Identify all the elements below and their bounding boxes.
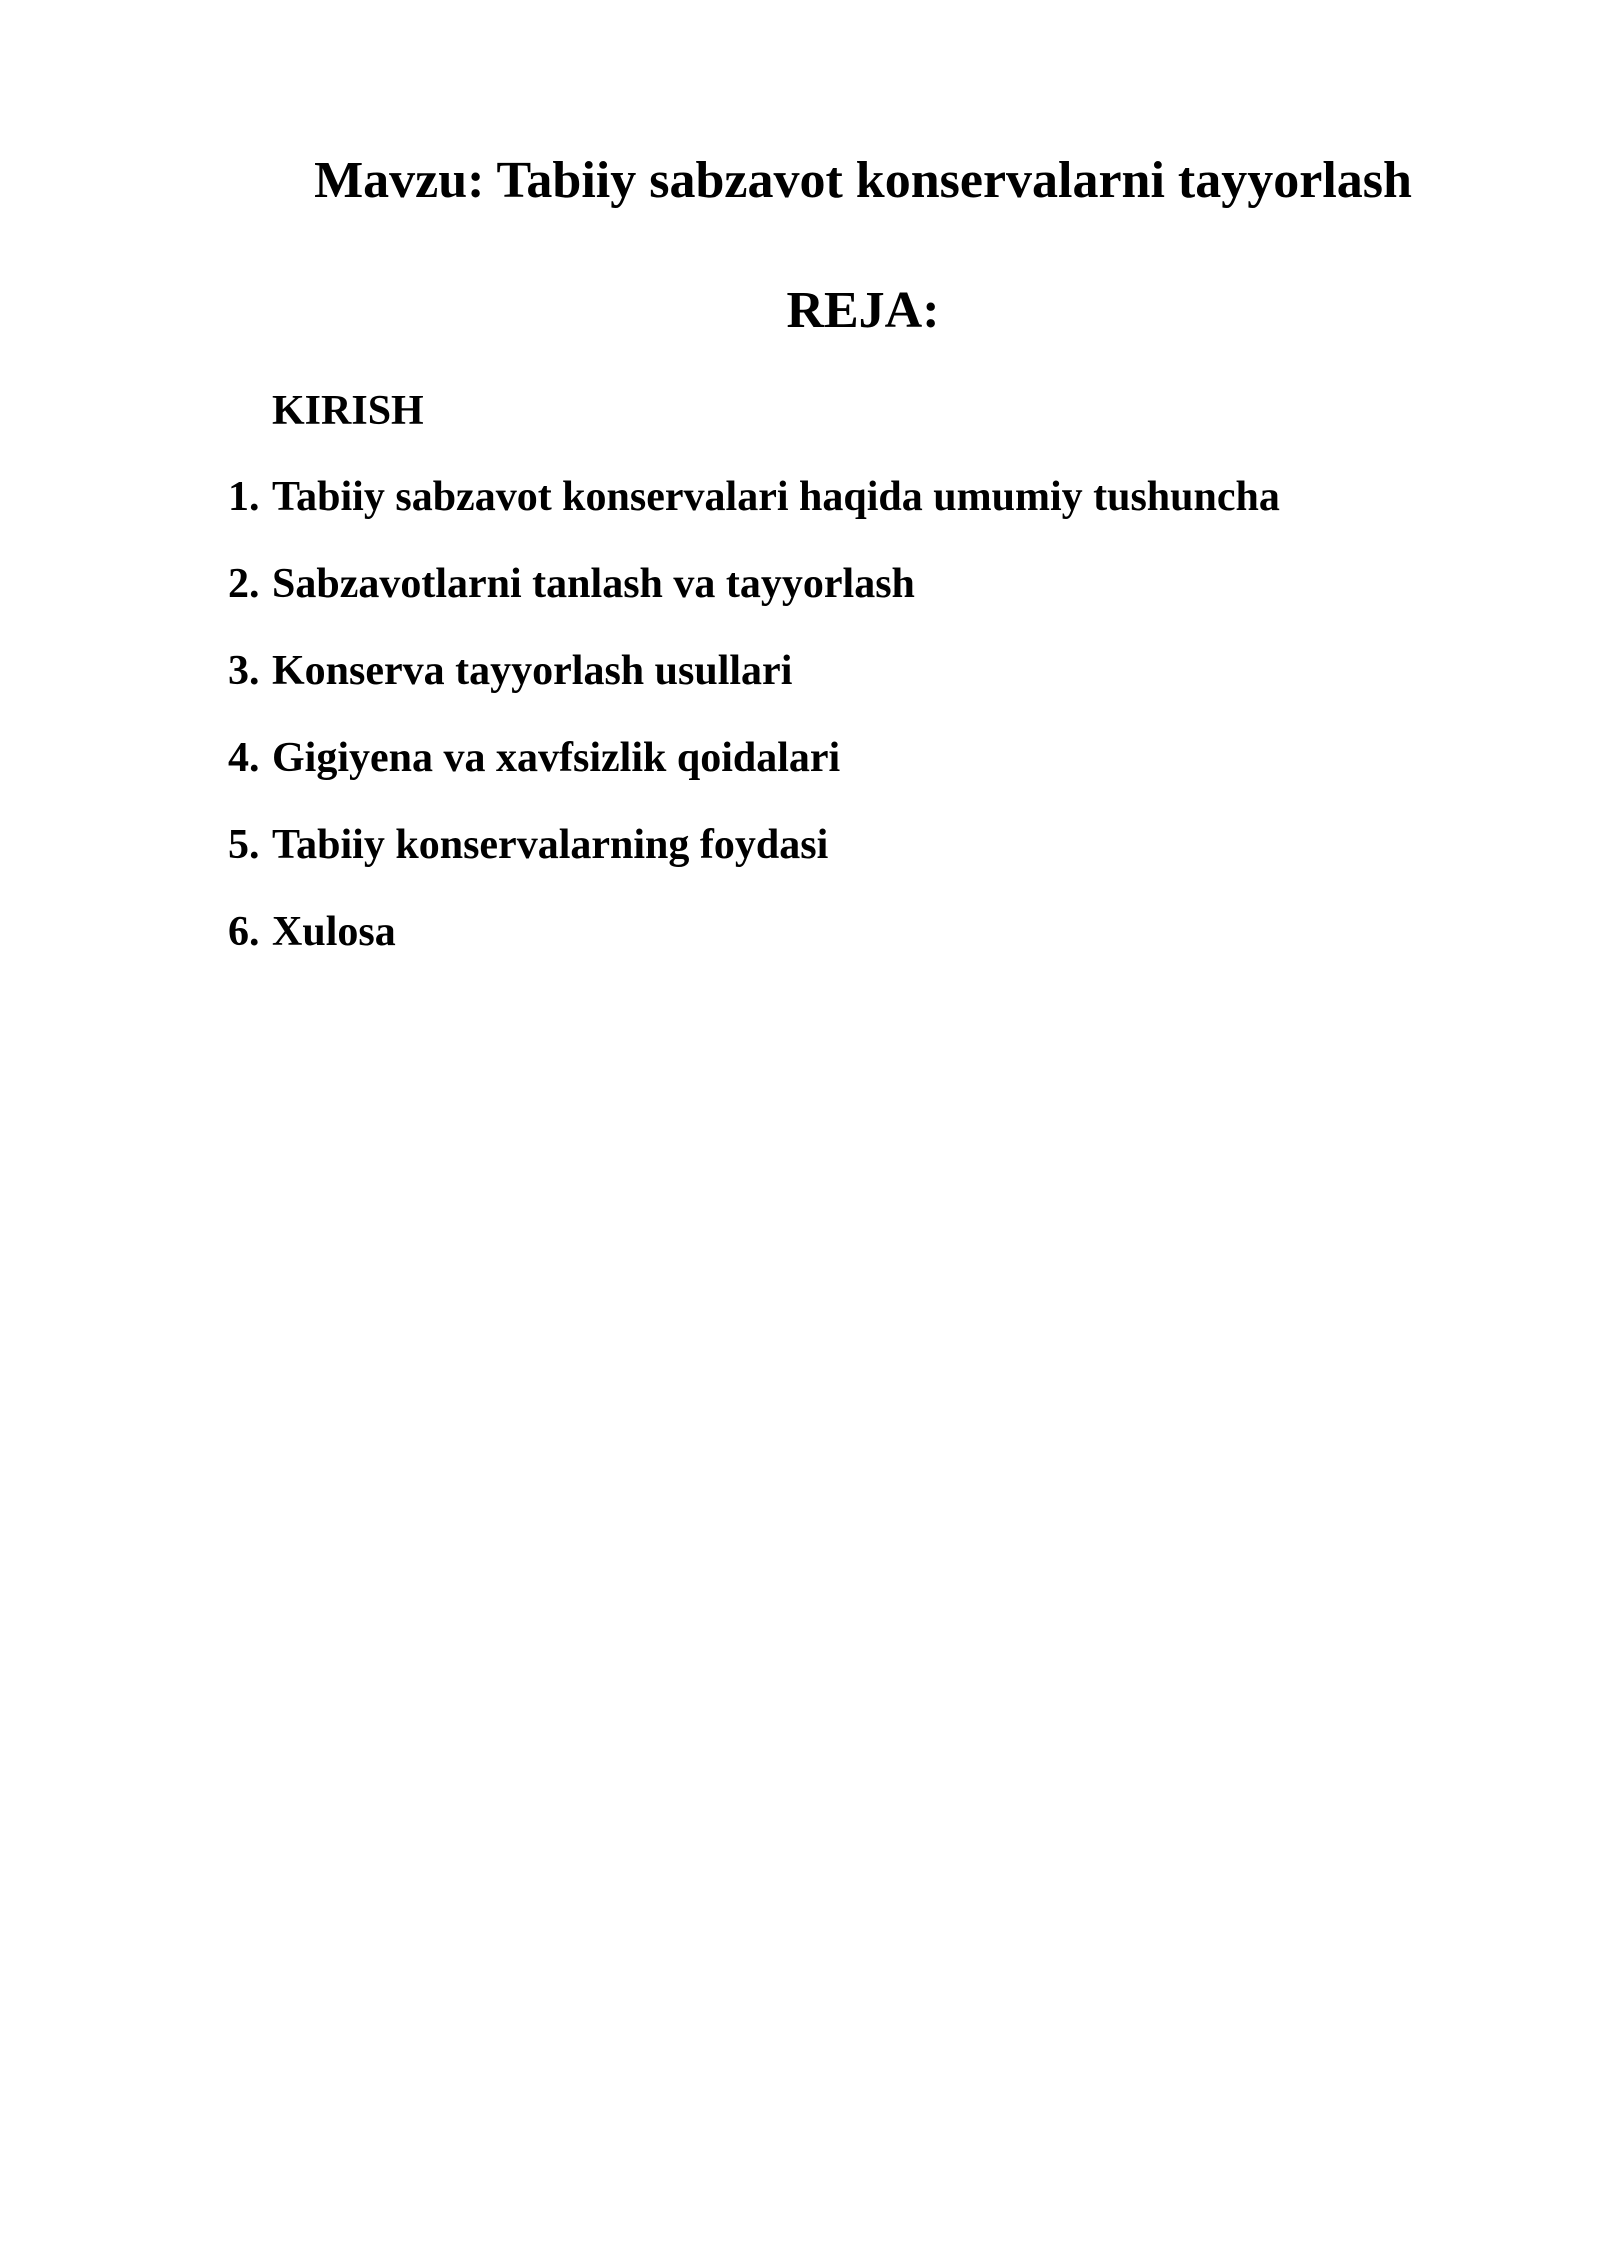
plan-item-number: 6.: [228, 909, 260, 955]
plan-item-number: 4.: [228, 735, 260, 781]
plan-item: [228, 733, 1280, 820]
plan-item-text: Sabzavotlarni tanlash va tayyorlash: [272, 561, 915, 607]
plan-item-text: Konserva tayyorlash usullari: [272, 648, 793, 694]
plan-item-text: Xulosa: [272, 909, 396, 955]
plan-item-number: 2.: [228, 561, 260, 607]
plan-item: [228, 907, 1280, 994]
plan-item-number: 1.: [228, 474, 260, 520]
plan-item-number: 3.: [228, 648, 260, 694]
plan-list: [228, 472, 1280, 994]
intro-heading: KIRISH: [272, 388, 424, 434]
plan-item-text: Tabiiy konservalarning foydasi: [272, 822, 829, 868]
document-title: Mavzu: Tabiiy sabzavot konservalarni tayyorlash: [314, 152, 1412, 209]
plan-item-text: Gigiyena va xavfsizlik qoidalari: [272, 735, 841, 781]
plan-item-number: 5.: [228, 822, 260, 868]
plan-item: [228, 646, 1280, 733]
plan-heading: REJA:: [786, 282, 940, 339]
plan-item-text: Tabiiy sabzavot konservalari haqida umumiy tushuncha: [272, 474, 1280, 520]
plan-item: [228, 472, 1280, 559]
plan-item: [228, 820, 1280, 907]
plan-item: [228, 559, 1280, 646]
